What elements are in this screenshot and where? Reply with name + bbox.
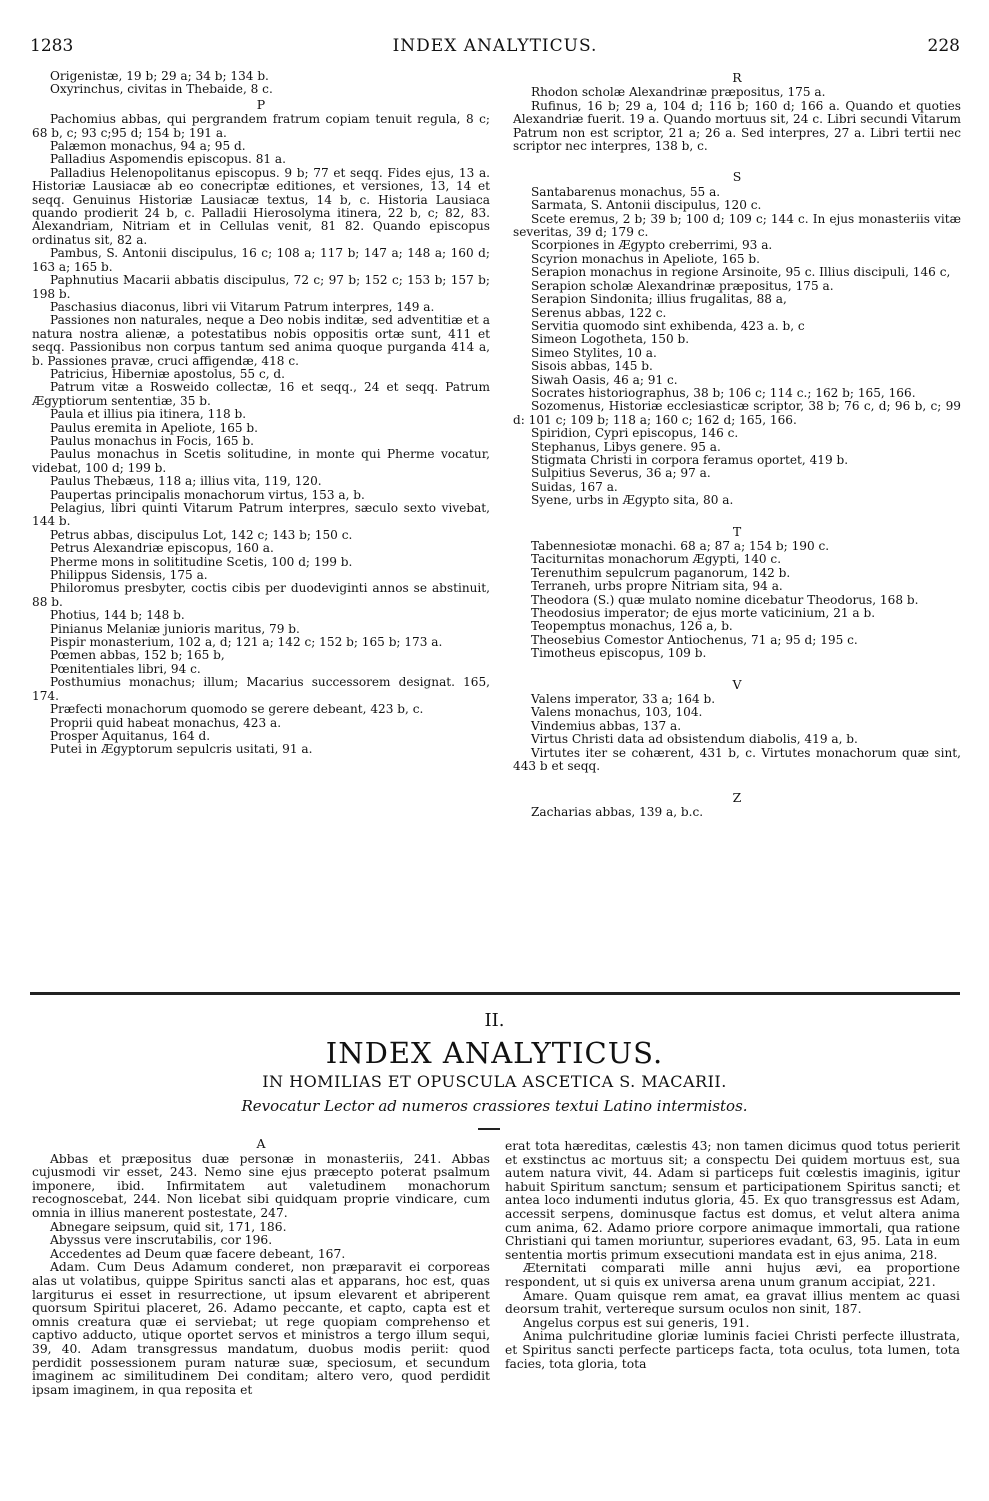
index-entry: Palladius Helenopolitanus episcopus. 9 b; 77 et seqq. Fides ejus, 13 a. Historiæ Lausiacæ ab eo conecriptæ editiones, et versiones, 13, 14 et seqq. Genuinus Historiæ Lausiacæ textus, 14 b, c. Historia Lausiaca quando prodierit 24 b, c. Palladii Hierosolyma itinera, 22 b, c; 82, 83. Alexandriam, Nitriam et in Cellulas venit, 81 82. Quando episcopus ordinatus sit, 82 a. [32, 165, 490, 247]
short-rule [478, 1128, 500, 1130]
index-entry: Paschasius diaconus, libri vii Vitarum Patrum interpres, 149 a. [50, 299, 435, 314]
index-entry: Anima pulchritudine gloriæ luminis faciei Christi perfecte illustrata, et Spiritus sancti perfecte particeps facta, tota oculus, tota lumen, tota facies, tota gloria, tota [505, 1329, 960, 1371]
index-entry: Tabennesiotæ monachi. 68 a; 87 a; 154 b; 190 c. [531, 539, 830, 553]
index-entry: Origenistæ, 19 b; 29 a; 34 b; 134 b. [50, 69, 269, 83]
letter-heading: Z [732, 789, 742, 805]
index-entry: Prosper Aquitanus, 164 d. [50, 728, 211, 743]
running-header [30, 36, 960, 62]
index-entry: Zacharias abbas, 139 a, b.c. [531, 804, 704, 819]
index-entry: Abbas et præpositus duæ personæ in monasteriis, 241. Abbas cujusmodi vir esset, 243. Nemo sine ejus præcepto poterat psalmum imponere, ibid. Infirmitatem aut valetudinem monachorum recognoscebat, 244. Non licebat sibi quidquam proprie vindicare, cum omnia in illius manerent postestate, 247. [32, 1151, 490, 1220]
index-entry: Sulpitius Severus, 36 a; 97 a. [531, 466, 711, 481]
index-entry: Palladius Aspomendis episcopus. 81 a. [50, 152, 286, 167]
index-entry: Petrus abbas, discipulus Lot, 142 c; 143 b; 150 c. [50, 527, 353, 542]
index-column-bottom-right [505, 1140, 960, 1371]
index-entry: Teopemptus monachus, 126 a, b. [531, 619, 733, 634]
index-entry: Socrates historiographus, 38 b; 106 c; 114 c.; 162 b; 165, 166. [531, 385, 916, 400]
entry-list [505, 1140, 960, 1371]
index-entry: Servitia quomodo sint exhibenda, 423 a. b, c [531, 318, 805, 333]
index-entry: Sarmata, S. Antonii discipulus, 120 c. [531, 198, 762, 213]
index-entry: Paulus monachus in Focis, 165 b. [50, 433, 255, 448]
running-title: INDEX ANALYTICUS. [392, 36, 598, 56]
index-entry: Petrus Alexandriæ episcopus, 160 a. [50, 541, 274, 556]
index-entry: Theosebius Comestor Antiochenus, 71 a; 95 d; 195 c. [531, 632, 858, 647]
index-entry: Pœmen abbas, 152 b; 165 b, [50, 648, 225, 663]
index-entry: Serapion scholæ Alexandrinæ præpositus, 175 a. [531, 278, 834, 293]
letter-heading: S [732, 169, 742, 185]
index-entry: Pinianus Melaniæ junioris maritus, 79 b. [50, 621, 300, 636]
index-entry: Santabarenus monachus, 55 a. [531, 184, 721, 199]
index-entry: Terraneh, urbs propre Nitriam sita, 94 a. [531, 579, 783, 594]
index-entry: Valens imperator, 33 a; 164 b. [531, 692, 716, 707]
entry-list [32, 1153, 490, 1398]
index-entry: Rufinus, 16 b; 29 a, 104 d; 116 b; 160 d; 166 a. Quando et quoties Alexandriæ fuerit. 19 a. Quando mortuus sit, 24 c. Libri secundi Vitarum Patrum non est scriptor, 21 a; 26 a. Sed interpres, 27 a. Libri tertii nec scriptor nec interpres, 138 b, c. [513, 98, 961, 154]
index-entry: Virtutes iter se cohærent, 431 b, c. Virtutes monachorum quæ sint, 443 b et seqq. [513, 745, 961, 774]
entry-list [32, 113, 490, 757]
index-entry: Passiones non naturales, neque a Deo nobis inditæ, sed adventitiæ et a natura nostra alienæ, a potestatibus nobis oppositis ortæ sunt, 411 et seqq. Passionibus non corpus tantum sed anima quoque purganda 414 a, b. Passiones pravæ, cruci affigendæ, 418 c. [32, 313, 490, 368]
index-entry: Angelus corpus est sui generis, 191. [523, 1315, 750, 1330]
section-gap [513, 661, 961, 677]
index-entry: Terenuthim sepulcrum paganorum, 142 b. [531, 565, 791, 580]
section-subtitle: IN HOMILIAS ET OPUSCULA ASCETICA S. MACARII. [262, 1072, 727, 1091]
index-entry: Philippus Sidensis, 175 a. [50, 568, 208, 583]
letter-heading: A [256, 1136, 266, 1151]
index-entry: Paphnutius Macarii abbatis discipulus, 72 c; 97 b; 152 c; 153 b; 157 b; 198 b. [32, 273, 490, 301]
index-entry: Syene, urbs in Ægypto sita, 80 a. [531, 493, 734, 508]
index-entry: Scete eremus, 2 b; 39 b; 100 d; 109 c; 144 c. In ejus monasteriis vitæ severitas, 39 d; 179 c. [513, 211, 961, 240]
section-gap [513, 508, 961, 524]
index-entry: Scorpiones in Ægypto creberrimi, 93 a. [531, 238, 773, 253]
index-entry: Simeon Logotheta, 150 b. [531, 332, 690, 347]
index-entry: Sisois abbas, 145 b. [531, 359, 653, 374]
index-column-top-left [32, 70, 490, 757]
index-column-bottom-left [32, 1136, 490, 1397]
index-entry: Amare. Quam quisque rem amat, ea gravat illius mentem ac quasi deorsum trahit, vertereque sursum oculos non sinit, 187. [505, 1288, 960, 1317]
index-entry: Siwah Oasis, 46 a; 91 c. [531, 372, 678, 387]
index-entry: Paula et illius pia itinera, 118 b. [50, 407, 247, 422]
index-entry: Serenus abbas, 122 c. [531, 305, 667, 320]
index-entry: Paupertas principalis monachorum virtus, 153 a, b. [50, 487, 365, 502]
index-entry: Adam. Cum Deus Adamum conderet, non præparavit ei corporeas alas ut volatibus, quippe Spiritus sancti alas et apparans, hoc est, quas largiturus ei esset in resurrectione, ut ipsum elevarent et abriperent quorsum Spiritui placeret, 26. Adamo peccante, et capto, capta est et omnis creatura quæ ei serviebat; ut rege quopiam comprehenso et captivo adducto, utique oportet servos et ministros a tergo illum sequi, 39, 40. Adam transgressus mandatum, duobus modis periit: quod perdidit possessionem puram naturæ suæ, speciosum, et secundum imaginem ac similitudinem Dei conditam; altero vero, quod perdidit ipsam imaginem, in qua reposita et [32, 1260, 490, 1397]
index-entry: Palæmon monachus, 94 a; 95 d. [50, 139, 246, 154]
index-entry: Paulus eremita in Apeliote, 165 b. [50, 420, 259, 435]
index-entry: Putei in Ægyptorum sepulcris usitati, 91 a. [50, 742, 313, 757]
letter-heading: P [256, 96, 266, 112]
index-entry: Stigmata Christi in corpora feramus oportet, 419 b. [531, 452, 849, 467]
index-entry: Præfecti monachorum quomodo se gerere debeant, 423 b, c. [50, 702, 424, 717]
index-entry: Theodora (S.) quæ mulato nomine dicebatur Theodorus, 168 b. [531, 592, 919, 607]
index-entry: Stephanus, Libys genere. 95 a. [531, 439, 721, 454]
section-gap [513, 153, 961, 169]
letter-heading: V [732, 676, 742, 692]
index-entry: Valens monachus, 103, 104. [531, 705, 703, 720]
index-entry: Æternitati comparati mille anni hujus ævi, ea proportione respondent, ut si quis ex universa arena unum granum accipiat, 221. [505, 1261, 960, 1289]
index-entry: Virtus Christi data ad obsistendum diabolis, 419 a, b. [531, 732, 858, 747]
index-entry: Sozomenus, Historiæ ecclesiasticæ scriptor, 38 b; 76 c, d; 96 b, c; 99 d: 101 c; 109 b; 118 a; 160 c; 162 d; 165, 166. [513, 399, 961, 427]
letter-heading: R [732, 70, 742, 85]
index-entry: Proprii quid habeat monachus, 423 a. [50, 715, 282, 730]
index-column-top-right [513, 70, 961, 819]
index-entry: Vindemius abbas, 137 a. [531, 718, 682, 733]
section-divider [30, 992, 960, 995]
page-number-left: 1283 [30, 36, 74, 56]
index-entry: Rhodon scholæ Alexandrinæ præpositus, 175 a. [531, 85, 826, 100]
index-entry: Paulus monachus in Scetis solitudine, in monte qui Pherme vocatur, videbat, 100 d; 199 b. [32, 447, 490, 475]
index-entry: Scyrion monachus in Apeliote, 165 b. [531, 251, 760, 266]
index-entry: Pœnitentiales libri, 94 c. [50, 661, 201, 676]
index-entry: Pispir monasterium, 102 a, d; 121 a; 142 c; 152 b; 165 b; 173 a. [50, 635, 443, 650]
index-entry: Patrum vitæ a Rosweido collectæ, 16 et seqq., 24 et seqq. Patrum Ægyptiorum sententiæ, 35 b. [32, 380, 490, 408]
index-entry: Pambus, S. Antonii discipulus, 16 c; 108 a; 117 b; 147 a; 148 a; 160 d; 163 a; 165 b. [32, 246, 490, 274]
index-entry: Pachomius abbas, qui pergrandem fratrum copiam tenuit regula, 8 c; 68 b, c; 93 c;95 d; 154 b; 191 a. [32, 112, 490, 140]
index-entry: Spiridion, Cypri episcopus, 146 c. [531, 426, 739, 441]
index-entry: Serapion monachus in regione Arsinoite, 95 c. Illius discipuli, 146 c, [531, 265, 951, 280]
index-entry: Timotheus episcopus, 109 b. [531, 646, 707, 661]
index-entry: Accedentes ad Deum quæ facere debeant, 167. [50, 1246, 346, 1261]
section-note: Revocatur Lector ad numeros crassiores textui Latino intermistos. [241, 1097, 748, 1115]
index-entry: Abyssus vere inscrutabilis, cor 196. [50, 1233, 273, 1248]
index-entry: Photius, 144 b; 148 b. [50, 608, 185, 623]
index-entry: Taciturnitas monachorum Ægypti, 140 c. [531, 552, 782, 567]
index-entry: Abnegare seipsum, quid sit, 171, 186. [50, 1219, 287, 1234]
index-entry: erat tota hæreditas, cælestis 43; non tamen dicimus quod totus perierit et exstinctus ac mortuus sit; a conspectu Dei quidem mortuus est, sua autem natura vivit, 44. Adam si particeps fuit cœlestis imaginis, igitur habuit Spiritum sanctum; sensum et participationem Spiritus sancti; et antea loco indumenti indutus gloria, 45. Ex quo transgressus est Adam, accessit serpens, dominusque factus est domus, et velut altera anima cum anima, 62. Adamo priore corpore animaque immortali, qua ratione Christiani qui tamen moriuntur, superiores evadant, 63, 95. Lata in eum sententia mortis primum exsecutioni mandata est in ejus anima, 218. [505, 1139, 960, 1262]
index-entry: Philoromus presbyter, coctis cibis per duodeviginti annos se abstinuit, 88 b. [32, 581, 490, 609]
page-number-right: 228 [927, 36, 960, 56]
index-entry: Posthumius monachus; illum; Macarius successorem designat. 165, 174. [32, 675, 490, 703]
index-entry: Suidas, 167 a. [531, 479, 618, 494]
index-entry: Simeo Stylites, 10 a. [531, 345, 657, 360]
index-entry: Pelagius, libri quinti Vitarum Patrum interpres, sæculo sexto vivebat, 144 b. [32, 501, 490, 529]
section-gap [513, 774, 961, 790]
letter-heading: T [732, 523, 742, 539]
index-entry: Serapion Sindonita; illius frugalitas, 88 a, [531, 292, 787, 307]
index-entry: Pherme mons in solititudine Scetis, 100 d; 199 b. [50, 554, 353, 569]
section-title: INDEX ANALYTICUS. [325, 1036, 664, 1070]
index-entry: Theodosius imperator; de ejus morte vaticinium, 21 a b. [531, 606, 876, 621]
index-entry: Patricius, Hiberniæ apostolus, 55 c, d. [50, 366, 286, 381]
index-entry: Paulus Thebæus, 118 a; illius vita, 119, 120. [50, 474, 322, 489]
index-entry: Oxyrinchus, civitas in Thebaide, 8 c. [50, 82, 273, 97]
section-number: II. [484, 1010, 505, 1031]
